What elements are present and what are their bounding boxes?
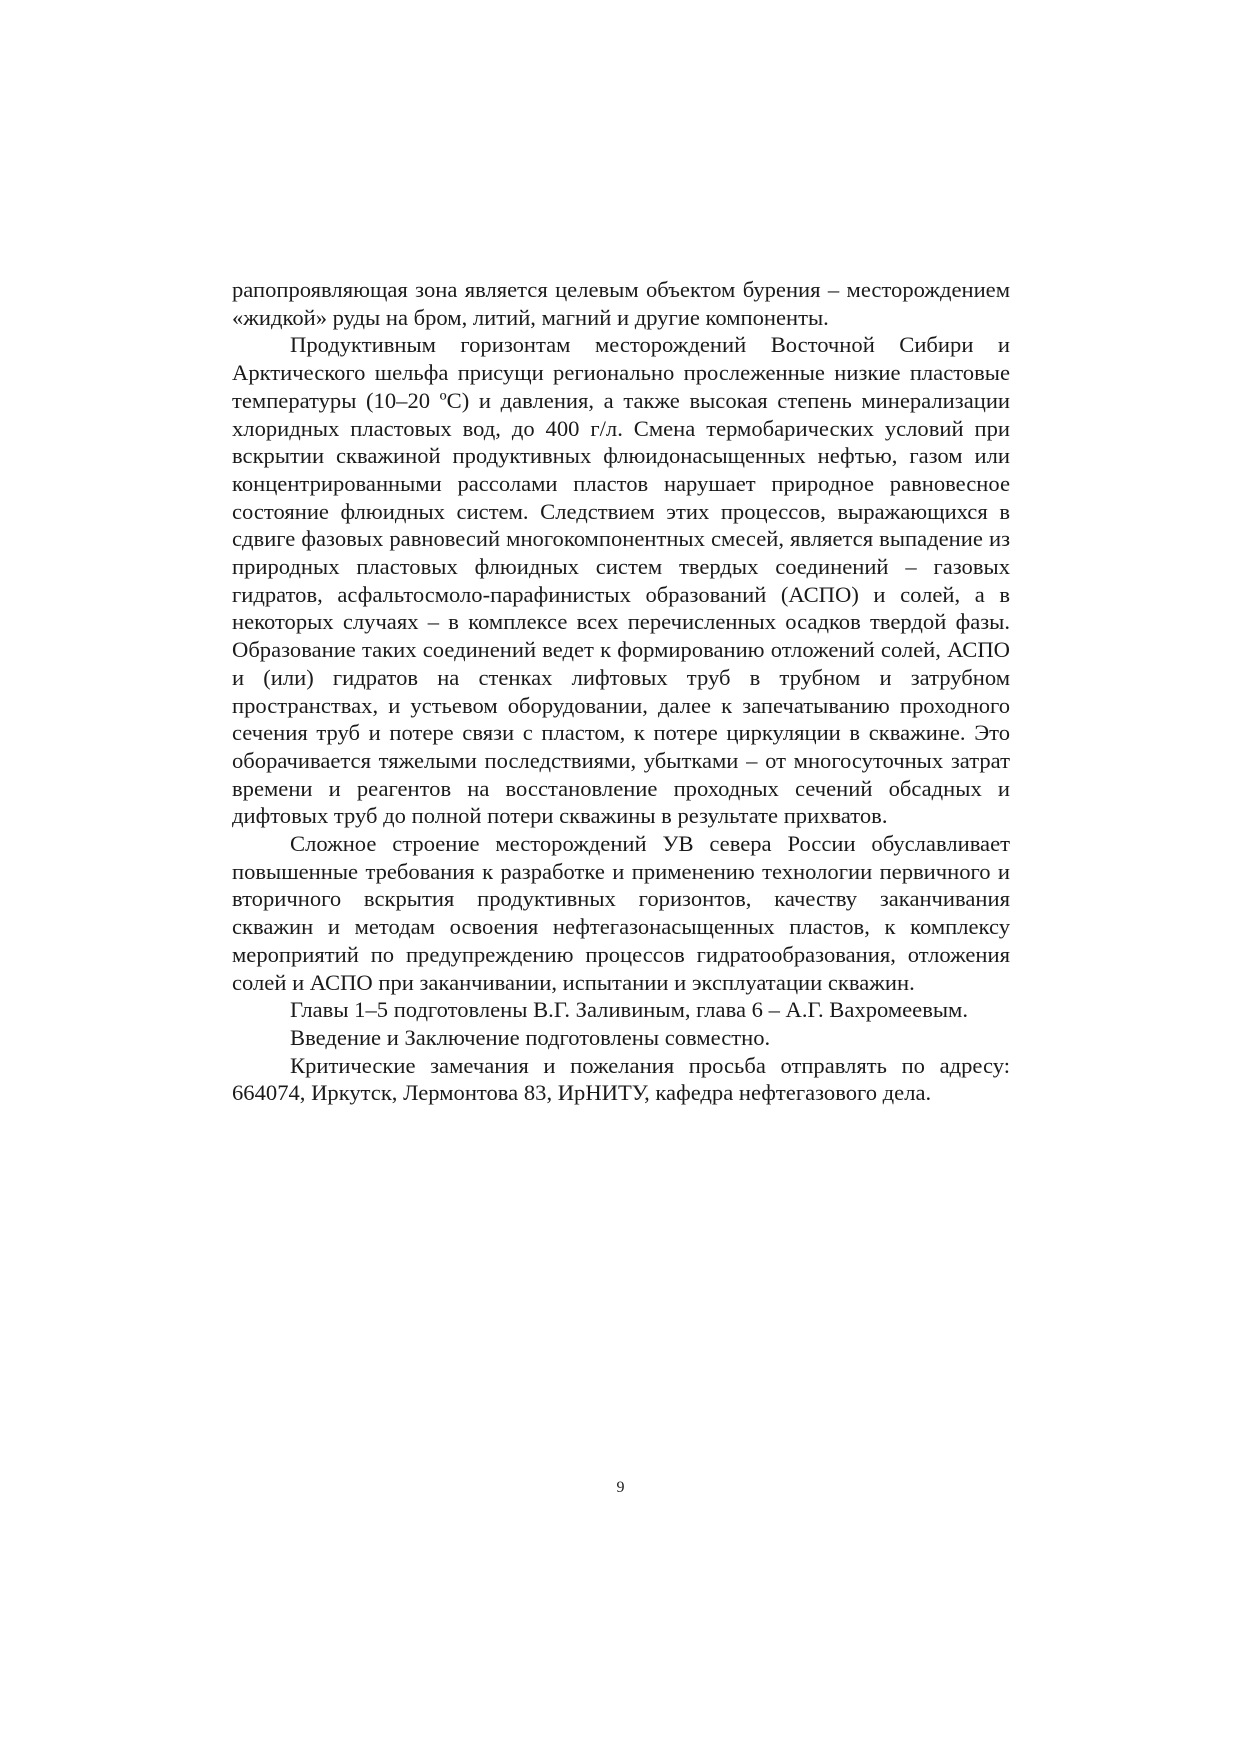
page-number: 9 <box>616 1479 625 1496</box>
paragraph-chapters-authors: Главы 1–5 подготовлены В.Г. Заливиным, глава 6 – А.Г. Вахромеевым. <box>290 997 969 1023</box>
paragraph-complex-structure: Сложное строение месторождений УВ севера России обуславливает повышенные требования к разработке и применению технологии первичного и вторичного вскрытия продуктивных горизонтов, качеству заканчивания скважин и методам освоения нефтегазонасыщенных пластов, к комплексу мероприятий по предупреждению процессов гидратообразования, отложения солей и АСПО при заканчивании, испытании и эксплуатации скважин. <box>232 831 1010 995</box>
paragraph-productive-horizons: Продуктивным горизонтам месторождений Восточной Сибири и Арктического шельфа присущи регионально прослеженные низкие пластовые температуры (10–20 ºС) и давления, а также высокая степень минерализации хлоридных пластовых вод, до 400 г/л. Смена термобарических условий при вскрытии скважиной продуктивных флюидонасыщенных нефтью, газом или концентрированными рассолами пластов нарушает природное равновесное состояние флюидных систем. Следствием этих процессов, выражающихся в сдвиге фазовых равновесий многокомпонентных смесей, является выпадение из природных пластовых флюидных систем твердых соединений – газовых гидратов, асфальтосмоло-парафинистых образований (АСПО) и солей, а в некоторых случаях – в комплексе всех перечисленных осадков твердой фазы. Образование таких соединений ведет к формированию отложений солей, АСПО и (или) гидратов на стенках лифтовых труб в трубном и затрубном пространствах, и устьевом оборудовании, далее к запечатыванию проходного сечения труб и потере связи с пластом, к потере циркуляции в скважине. Это оборачивается тяжелыми последствиями, убытками – от многосуточных затрат времени и реагентов на восстановление проходных сечений обсадных и дифтовых труб до полной потери скважины в результате прихватов. <box>232 332 1010 829</box>
paragraph-continuation: рапопроявляющая зона является целевым объектом бурения – месторождением «жидкой» руды на бром, литий, магний и другие компоненты. <box>232 277 1010 330</box>
paragraph-contact-address: Критические замечания и пожелания просьба отправлять по адресу: 664074, Иркутск, Лермонтова 83, ИрНИТУ, кафедра нефтегазового дела. <box>232 1052 1010 1106</box>
paragraph-introduction-conclusion: Введение и Заключение подготовлены совместно. <box>290 1024 771 1050</box>
body-text <box>232 276 1010 1107</box>
